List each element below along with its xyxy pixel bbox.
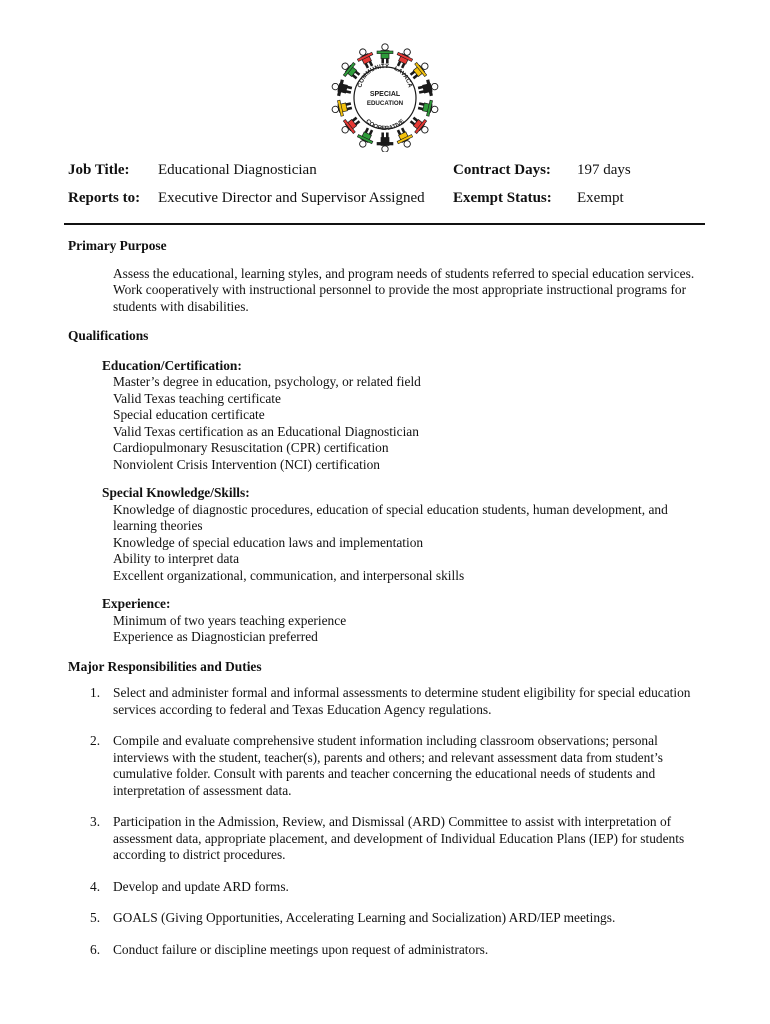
list-item xyxy=(68,879,700,896)
item-number: 2. xyxy=(90,733,101,748)
list-item xyxy=(68,942,700,959)
list-item xyxy=(68,814,700,864)
item-number: 3. xyxy=(90,814,101,829)
item-text: Compile and evaluate comprehensive student information including classroom observations; personal interviews with the student, teacher(s), parents and others; and relevant assessment data from student’s cumulative folder. Consult with parents and teacher concerning the educational needs of students and interpretation of assessment data. xyxy=(113,733,663,798)
contract-days-value: 197 days xyxy=(577,162,631,178)
logo-person-figure xyxy=(338,58,363,83)
exempt-status-value: Exempt xyxy=(577,190,624,206)
document-body xyxy=(68,238,700,973)
qualifications-heading: Qualifications xyxy=(68,328,149,343)
education-heading: Education/Certification: xyxy=(102,357,242,373)
logo-person-figure xyxy=(331,78,353,98)
education-item: Valid Texas certification as an Educational Diagnostician xyxy=(113,423,419,439)
experience-item: Minimum of two years teaching experience xyxy=(113,612,347,628)
experience-section xyxy=(102,596,700,646)
skills-item: Knowledge of diagnostic procedures, education of special education students, human development, and learning theories xyxy=(113,501,668,533)
skills-item: Excellent organizational, communication, and interpersonal skills xyxy=(113,567,465,583)
primary-purpose-heading: Primary Purpose xyxy=(68,238,167,253)
education-item: Cardiopulmonary Resuscitation (CPR) certification xyxy=(113,440,389,455)
primary-purpose-text: Assess the educational, learning styles, and program needs of students referred to special education services. Work cooperatively with instructional personnel to provide the most appropriate instructional programs for students with disabilities. xyxy=(113,265,695,314)
header-row-2 xyxy=(68,186,708,214)
item-text: Participation in the Admission, Review, and Dismissal (ARD) Committee to assist with interpretation of assessment data, appropriate placement, and development of Individual Education Plans (IEP) for students according to district procedures. xyxy=(113,814,685,862)
experience-item: Experience as Diagnostician preferred xyxy=(113,629,318,644)
header-divider xyxy=(64,223,705,225)
logo-person-figure xyxy=(417,78,439,98)
skills-heading: Special Knowledge/Skills: xyxy=(102,485,250,500)
job-header xyxy=(68,158,708,214)
experience-heading: Experience: xyxy=(102,596,171,611)
reports-to-label: Reports to: xyxy=(68,190,141,206)
item-number: 6. xyxy=(90,941,101,957)
responsibilities-list xyxy=(68,685,700,958)
item-text: Select and administer formal and informal assessments to determine student eligibility for special education services according to federal and Texas Education Agency regulations. xyxy=(113,685,691,717)
header-row-1 xyxy=(68,158,708,186)
responsibilities-heading: Major Responsibilities and Duties xyxy=(68,658,262,674)
education-item: Nonviolent Crisis Intervention (NCI) certification xyxy=(113,456,381,472)
item-text: GOALS (Giving Opportunities, Accelerating Learning and Socialization) ARD/IEP meetings. xyxy=(113,910,616,925)
item-number: 5. xyxy=(90,910,101,925)
job-title-label: Job Title: xyxy=(68,162,130,178)
education-item: Valid Texas teaching certificate xyxy=(113,390,281,406)
skills-section xyxy=(102,485,700,584)
item-number: 4. xyxy=(90,878,101,894)
list-item xyxy=(68,733,700,799)
logo-person-figure xyxy=(377,44,393,64)
logo-person-figure xyxy=(377,133,393,153)
logo-center-line2: EDUCATION xyxy=(366,100,404,107)
education-item: Master’s degree in education, psychology, or related field xyxy=(113,374,421,389)
logo-person-figure xyxy=(338,113,363,138)
item-text: Conduct failure or discipline meetings upon request of administrators. xyxy=(113,941,489,957)
logo-center-line1: SPECIAL xyxy=(369,91,401,98)
logo-person-figure xyxy=(417,98,439,118)
logo-ring-text-top: COMMUNITY - LAVACA xyxy=(357,63,413,89)
item-number: 1. xyxy=(90,685,101,700)
education-item: Special education certificate xyxy=(113,407,265,422)
item-text: Develop and update ARD forms. xyxy=(113,878,289,894)
skills-item: Knowledge of special education laws and implementation xyxy=(113,534,424,550)
cooperative-logo xyxy=(331,42,439,152)
logo-person-figure xyxy=(407,113,432,138)
exempt-status-label: Exempt Status: xyxy=(453,190,552,206)
list-item xyxy=(68,685,700,718)
education-section xyxy=(102,358,700,474)
logo-ring-text-bottom: COOPERATIVE xyxy=(364,118,406,133)
skills-item: Ability to interpret data xyxy=(113,551,240,566)
list-item xyxy=(68,910,700,927)
contract-days-label: Contract Days: xyxy=(453,162,551,178)
job-title-value: Educational Diagnostician xyxy=(158,162,317,178)
logo-person-figure xyxy=(407,58,432,83)
reports-to-value: Executive Director and Supervisor Assigned xyxy=(158,190,425,206)
logo-person-figure xyxy=(354,46,377,71)
logo-person-figure xyxy=(331,98,353,118)
